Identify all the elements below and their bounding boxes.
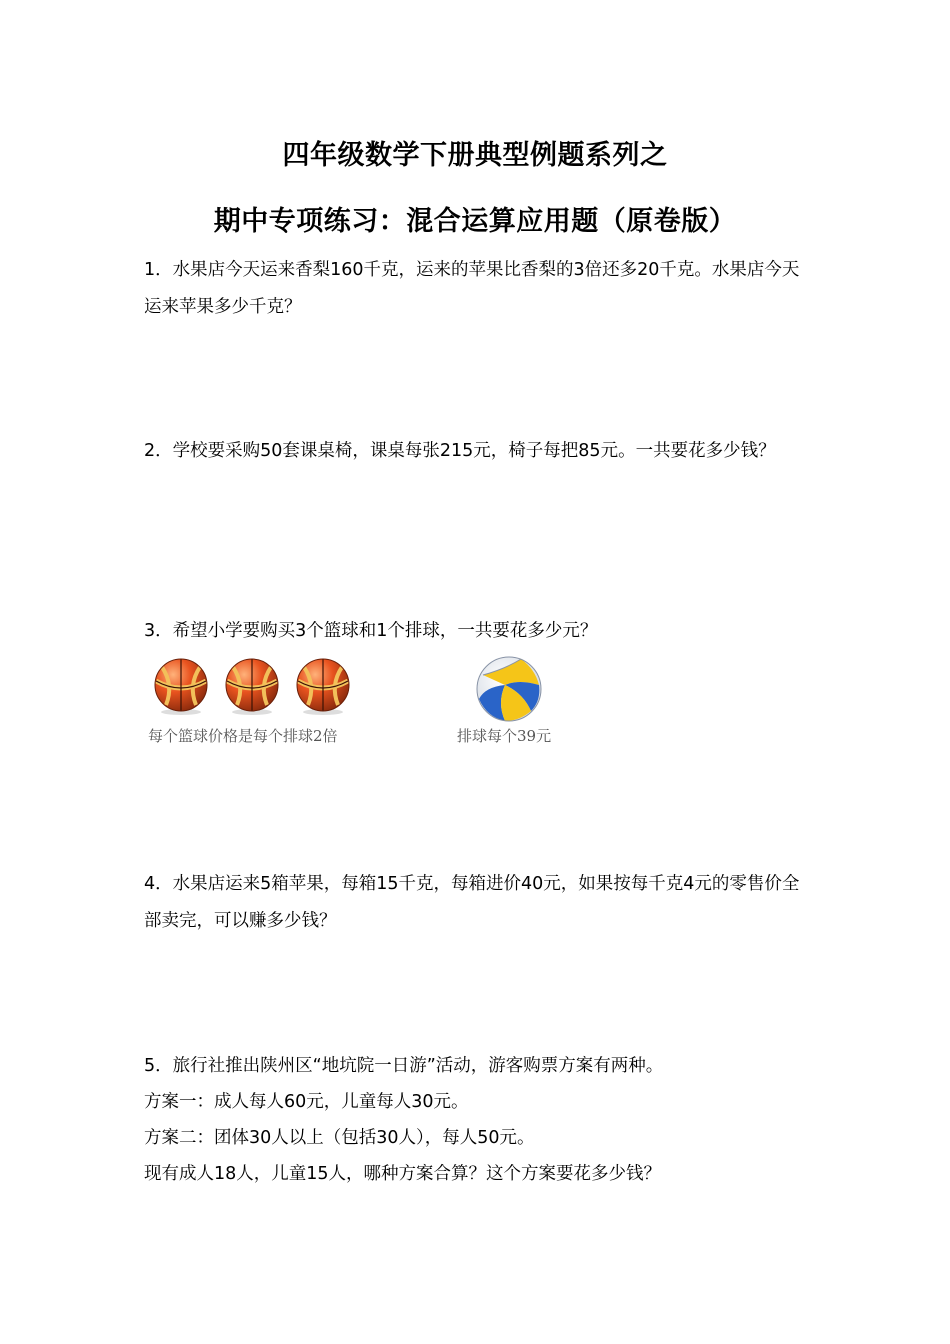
question-5-line3: 方案二：团体30人以上（包括30人），每人50元。	[144, 1128, 535, 1148]
question-5	[144, 1048, 809, 1192]
basketball-icon	[294, 657, 352, 715]
volleyball-price-caption: 排球每个39元	[457, 727, 552, 745]
question-3	[144, 613, 809, 650]
document-title-line2: 期中专项练习：混合运算应用题（原卷版）	[213, 206, 737, 237]
document-title-line1: 四年级数学下册典型例题系列之	[282, 140, 668, 171]
question-5-line1: 5．旅行社推出陕州区“地坑院一日游”活动，游客购票方案有两种。	[144, 1056, 664, 1076]
volleyball-icon	[475, 655, 543, 723]
question-4-text: 4．水果店运来5箱苹果，每箱15千克，每箱进价40元，如果按每千克4元的零售价全部卖完，可以赚多少钱？	[144, 874, 800, 931]
question-2-text: 2．学校要采购50套课桌椅，课桌每张215元，椅子每把85元。一共要花多少钱？	[144, 441, 776, 461]
question-3-text: 3．希望小学要购买3个篮球和1个排球，一共要花多少元？	[144, 621, 598, 641]
basketball-icon	[152, 657, 210, 715]
question-1	[144, 252, 809, 326]
question-5-line4: 现有成人18人，儿童15人，哪种方案合算？这个方案要花多少钱？	[144, 1164, 662, 1184]
basketball-icon	[223, 657, 281, 715]
basketball-price-caption: 每个篮球价格是每个排球2倍	[148, 727, 338, 745]
question-2	[144, 433, 809, 470]
question-5-line2: 方案一：成人每人60元，儿童每人30元。	[144, 1092, 469, 1112]
question-4	[144, 866, 809, 940]
question-1-text: 1．水果店今天运来香梨160千克，运来的苹果比香梨的3倍还多20千克。水果店今天运来苹果多少千克？	[144, 260, 800, 317]
